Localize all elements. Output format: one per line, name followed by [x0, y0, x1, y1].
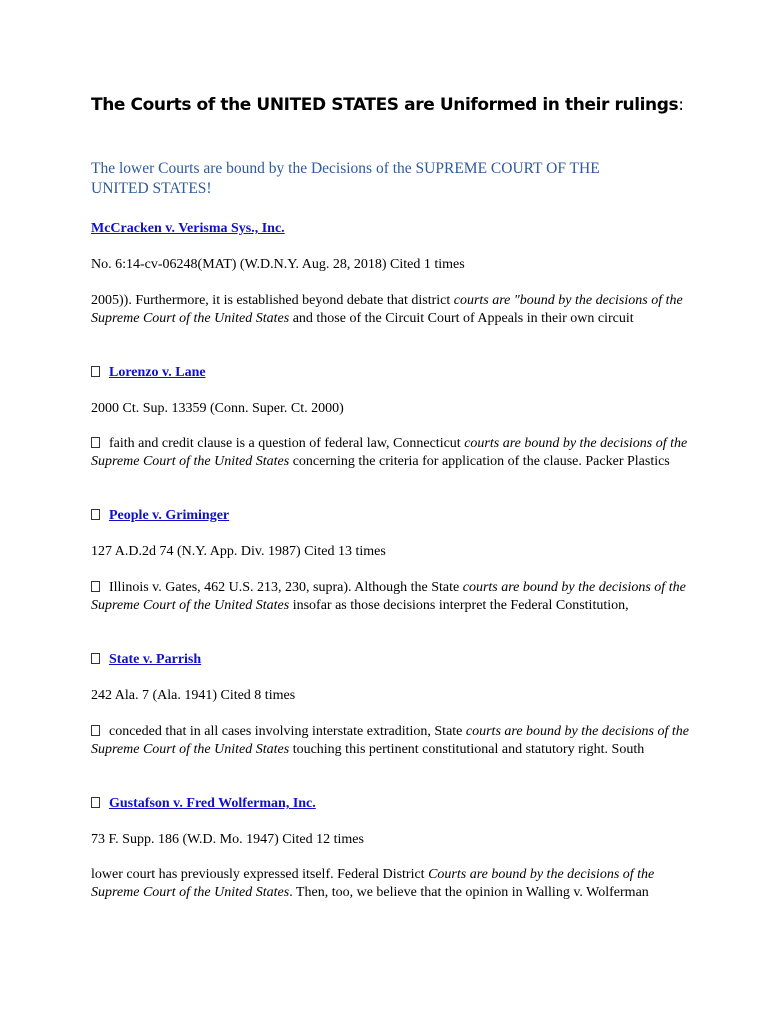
bullet-box-icon: [91, 725, 100, 736]
page-title: [91, 95, 731, 115]
excerpt-text: . Then, too, we believe that the opinion in Walling v. Wolferman: [289, 885, 649, 900]
case-citation: No. 6:14-cv-06248(MAT) (W.D.N.Y. Aug. 28, 2018) Cited 1 times: [91, 257, 465, 272]
case-link-row: [91, 220, 691, 238]
case-link[interactable]: Lorenzo v. Lane: [109, 365, 206, 380]
case-link[interactable]: McCracken v. Verisma Sys., Inc.: [91, 221, 285, 236]
case-excerpt: [91, 866, 691, 902]
bullet-box-icon: [91, 581, 100, 592]
excerpt-emphasis: courts are bound by the decisions of the Supreme Court of the United States: [91, 580, 686, 613]
case-link[interactable]: Gustafson v. Fred Wolferman, Inc.: [109, 796, 316, 811]
excerpt-text: and those of the Circuit Court of Appeals in their own circuit: [289, 311, 634, 326]
excerpt-emphasis: courts are bound by the decisions of the Supreme Court of the United States: [91, 724, 689, 757]
case-citation: 73 F. Supp. 186 (W.D. Mo. 1947) Cited 12 times: [91, 832, 364, 847]
excerpt-text: faith and credit clause is a question of federal law, Connecticut: [109, 436, 465, 451]
excerpt-text: lower court has previously expressed itself. Federal District: [91, 867, 429, 882]
bullet-box-icon: [91, 653, 100, 664]
case-excerpt: [91, 723, 691, 759]
excerpt-text: Illinois v. Gates, 462 U.S. 213, 230, supra). Although the State: [109, 580, 463, 595]
case-link-row: [91, 795, 691, 813]
case-link-row: [91, 507, 691, 525]
bullet-box-icon: [91, 509, 100, 520]
excerpt-text: conceded that in all cases involving interstate extradition, State: [109, 724, 466, 739]
excerpt-text: 2005)). Furthermore, it is established beyond debate that district: [91, 293, 454, 308]
bullet-box-icon: [91, 797, 100, 808]
bullet-box-icon: [91, 366, 100, 377]
excerpt-text: concerning the criteria for application of the clause. Packer Plastics: [289, 454, 670, 469]
excerpt-text: insofar as those decisions interpret the Federal Constitution,: [289, 598, 629, 613]
bullet-box-icon: [91, 437, 100, 448]
page-subtitle: The lower Courts are bound by the Decisions of the SUPREME COURT OF THE UNITED STATES!: [91, 160, 600, 197]
excerpt-emphasis: Courts are bound by the decisions of the Supreme Court of the United States: [91, 867, 655, 900]
case-link-row: [91, 651, 691, 669]
case-citation: 242 Ala. 7 (Ala. 1941) Cited 8 times: [91, 688, 296, 703]
excerpt-emphasis: courts are "bound by the decisions of the Supreme Court of the United States: [91, 293, 683, 326]
case-link[interactable]: People v. Griminger: [109, 508, 230, 523]
case-excerpt: [91, 292, 691, 328]
excerpt-emphasis: courts are bound by the decisions of the Supreme Court of the United States: [91, 436, 688, 469]
case-citation: 2000 Ct. Sup. 13359 (Conn. Super. Ct. 2000): [91, 401, 344, 416]
case-citation: 127 A.D.2d 74 (N.Y. App. Div. 1987) Cited 13 times: [91, 544, 386, 559]
case-excerpt: [91, 579, 691, 615]
page-title-colon: :: [678, 95, 684, 115]
case-link[interactable]: State v. Parrish: [109, 652, 202, 667]
page-title-text: The Courts of the UNITED STATES are Uniformed in their rulings: [91, 95, 679, 115]
excerpt-text: touching this pertinent constitutional and statutory right. South: [289, 742, 645, 757]
case-link-row: [91, 364, 691, 382]
case-excerpt: [91, 435, 691, 471]
